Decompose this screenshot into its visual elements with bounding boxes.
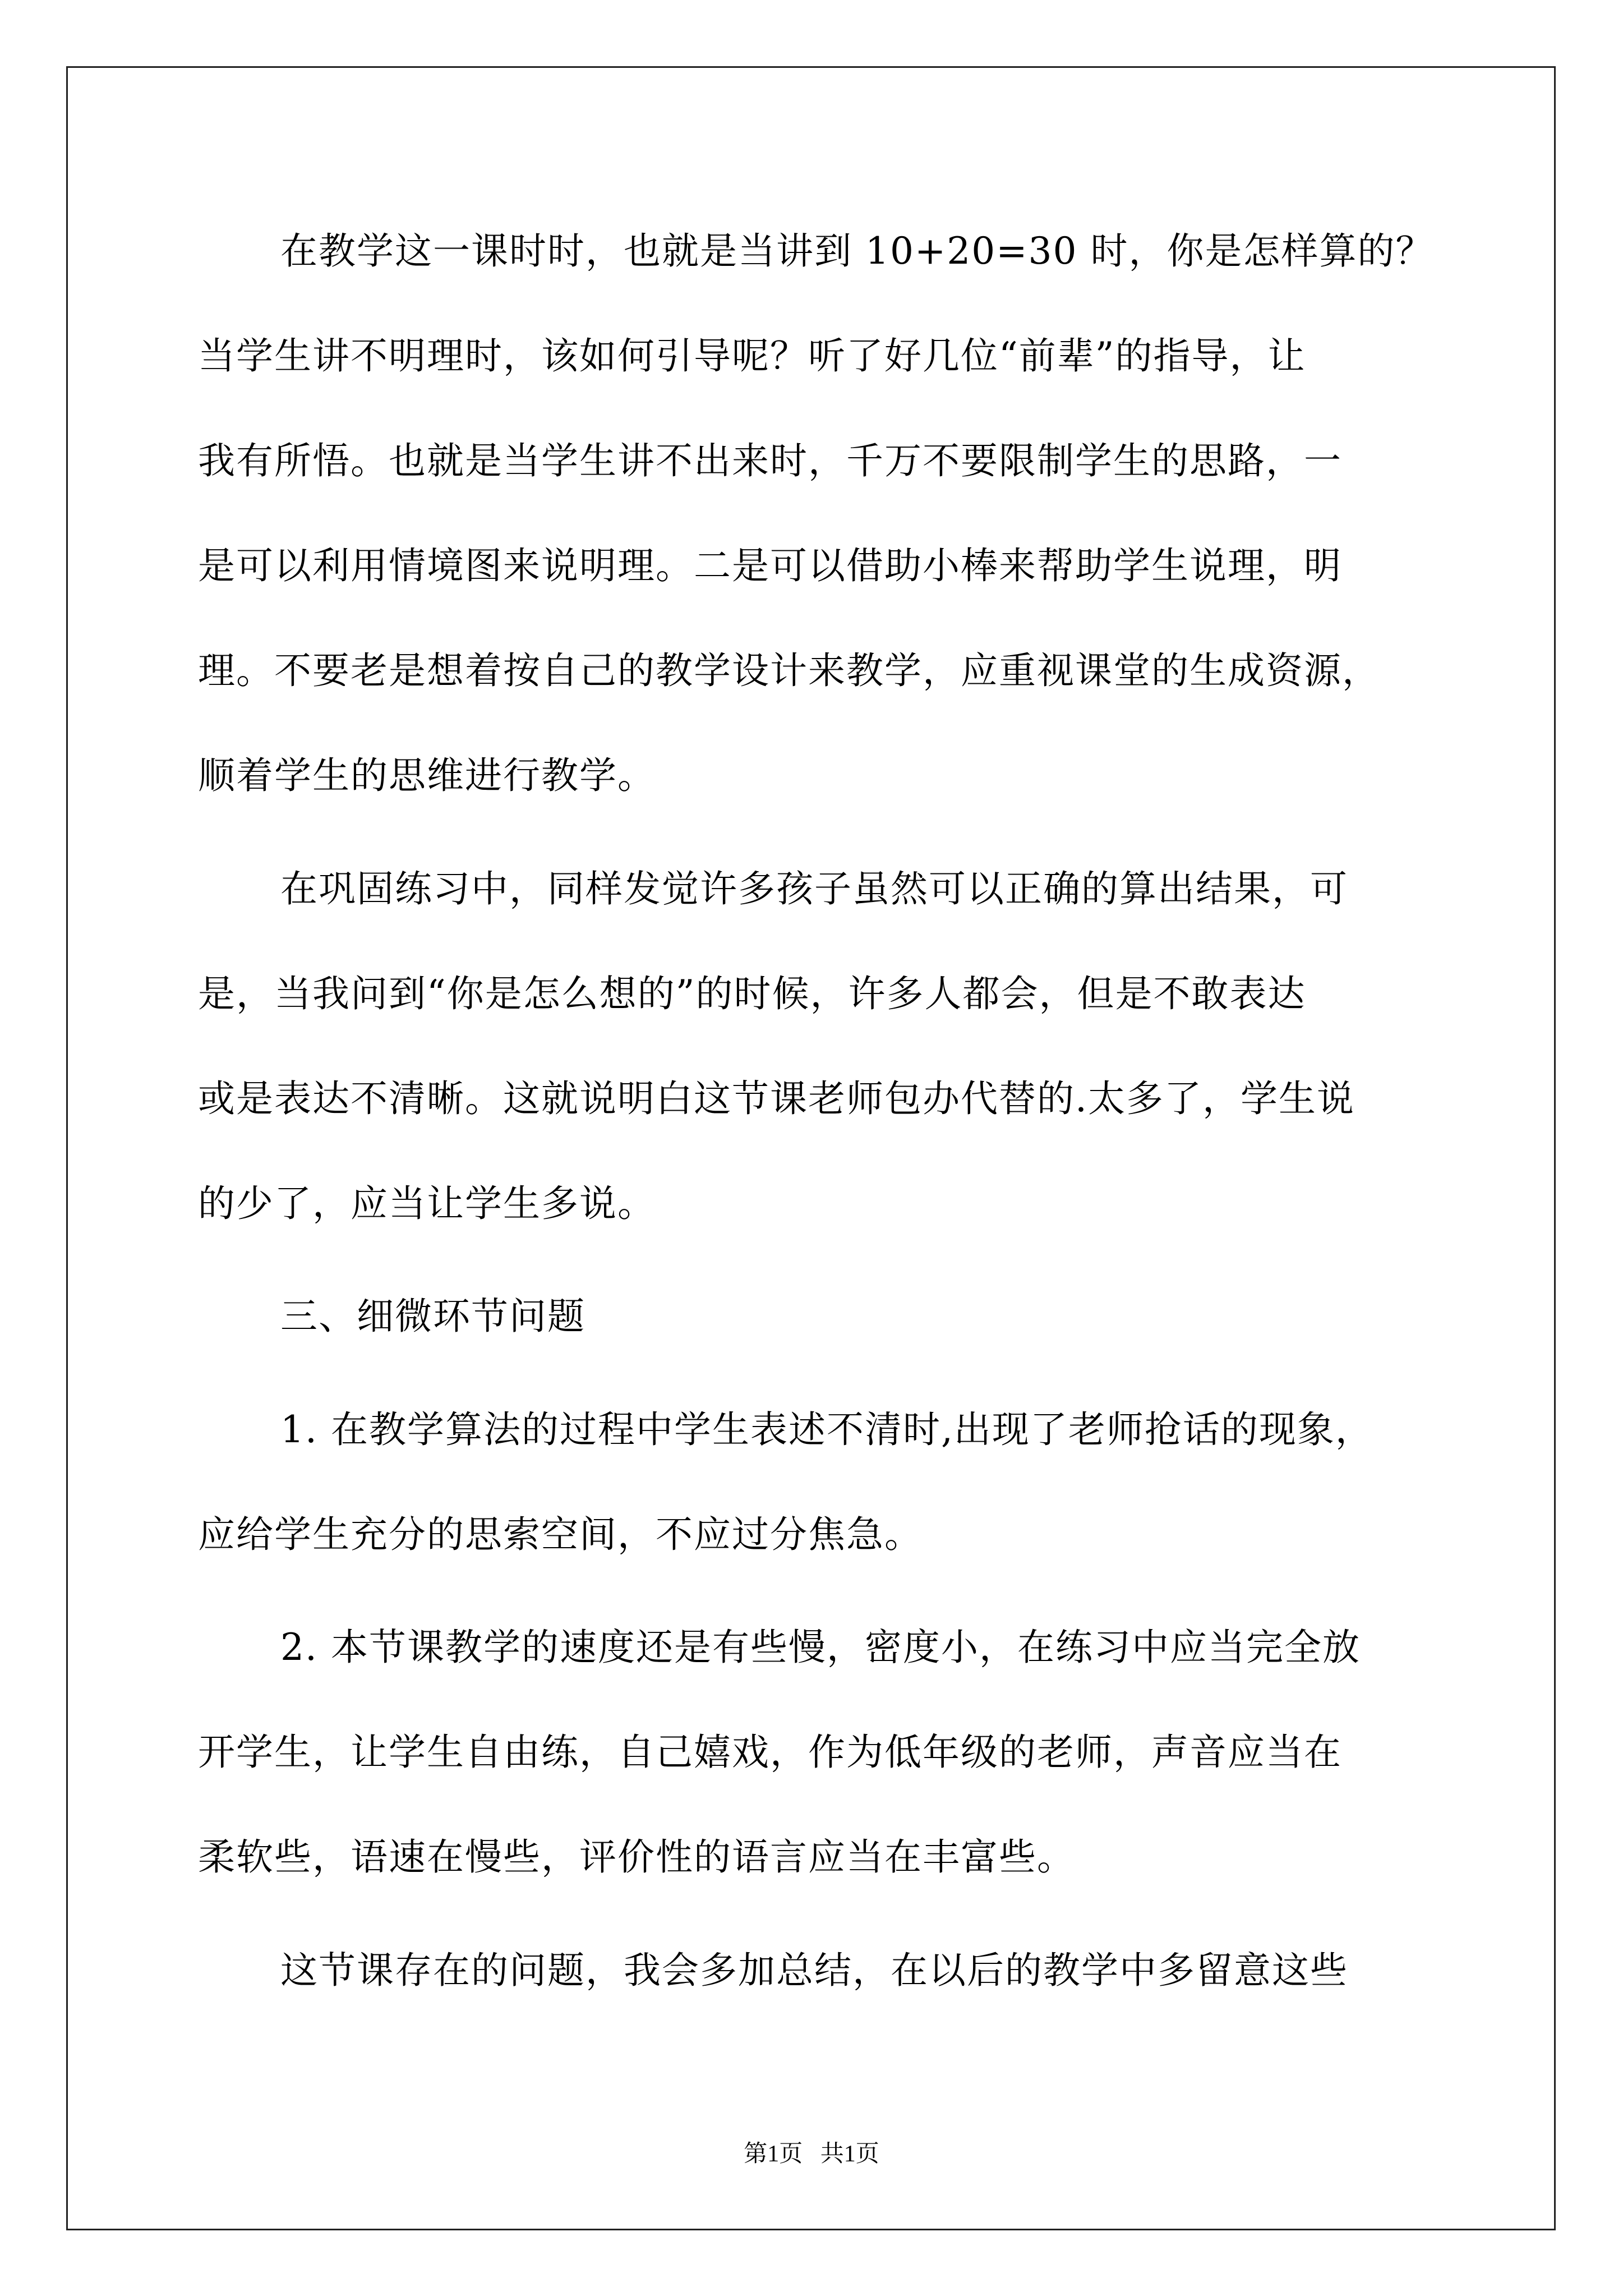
item-1-line-2: 应给学生充分的思索空间，不应过分焦急。 [198,1513,923,1556]
page-footer: 第1页 共1页 [744,2141,879,2167]
item-2-line-2: 开学生，让学生自由练，自己嬉戏，作为低年级的老师，声音应当在 [198,1731,1342,1774]
item-1-line-1: 1. 在教学算法的过程中学生表述不清时,出现了老师抢话的现象， [280,1408,1373,1451]
paragraph-1-line-6: 顺着学生的思维进行教学。 [198,754,656,797]
paragraph-1-line-1: 在教学这一课时时，也就是当讲到 10+20=30 时，你是怎样算的？ [280,229,1434,273]
paragraph-2-line-2: 是，当我问到“你是怎么想的”的时候，许多人都会，但是不敢表达 [198,972,1306,1015]
paragraph-3-line-1: 这节课存在的问题，我会多加总结，在以后的教学中多留意这些 [280,1949,1348,1992]
item-2-line-3: 柔软些，语速在慢些，评价性的语言应当在丰富些。 [198,1835,1075,1879]
paragraph-1-line-4: 是可以利用情境图来说明理。二是可以借助小棒来帮助学生说理，明 [198,544,1342,587]
paragraph-1-line-5: 理。不要老是想着按自己的教学设计来教学，应重视课堂的生成资源， [198,649,1380,692]
section-heading: 三、细微环节问题 [280,1295,585,1338]
paragraph-2-line-4: 的少了，应当让学生多说。 [198,1182,656,1225]
paragraph-1-line-3: 我有所悟。也就是当学生讲不出来时，千万不要限制学生的思路，一 [198,439,1342,482]
page-border [66,66,1556,2230]
item-2-line-1: 2. 本节课教学的速度还是有些慢，密度小，在练习中应当完全放 [280,1626,1361,1669]
paragraph-1-line-2: 当学生讲不明理时，该如何引导呢？听了好几位“前辈”的指导，让 [198,334,1306,378]
paragraph-2-line-1: 在巩固练习中，同样发觉许多孩子虽然可以正确的算出结果，可 [280,867,1348,910]
paragraph-2-line-3: 或是表达不清晰。这就说明白这节课老师包办代替的.太多了，学生说 [198,1077,1355,1120]
